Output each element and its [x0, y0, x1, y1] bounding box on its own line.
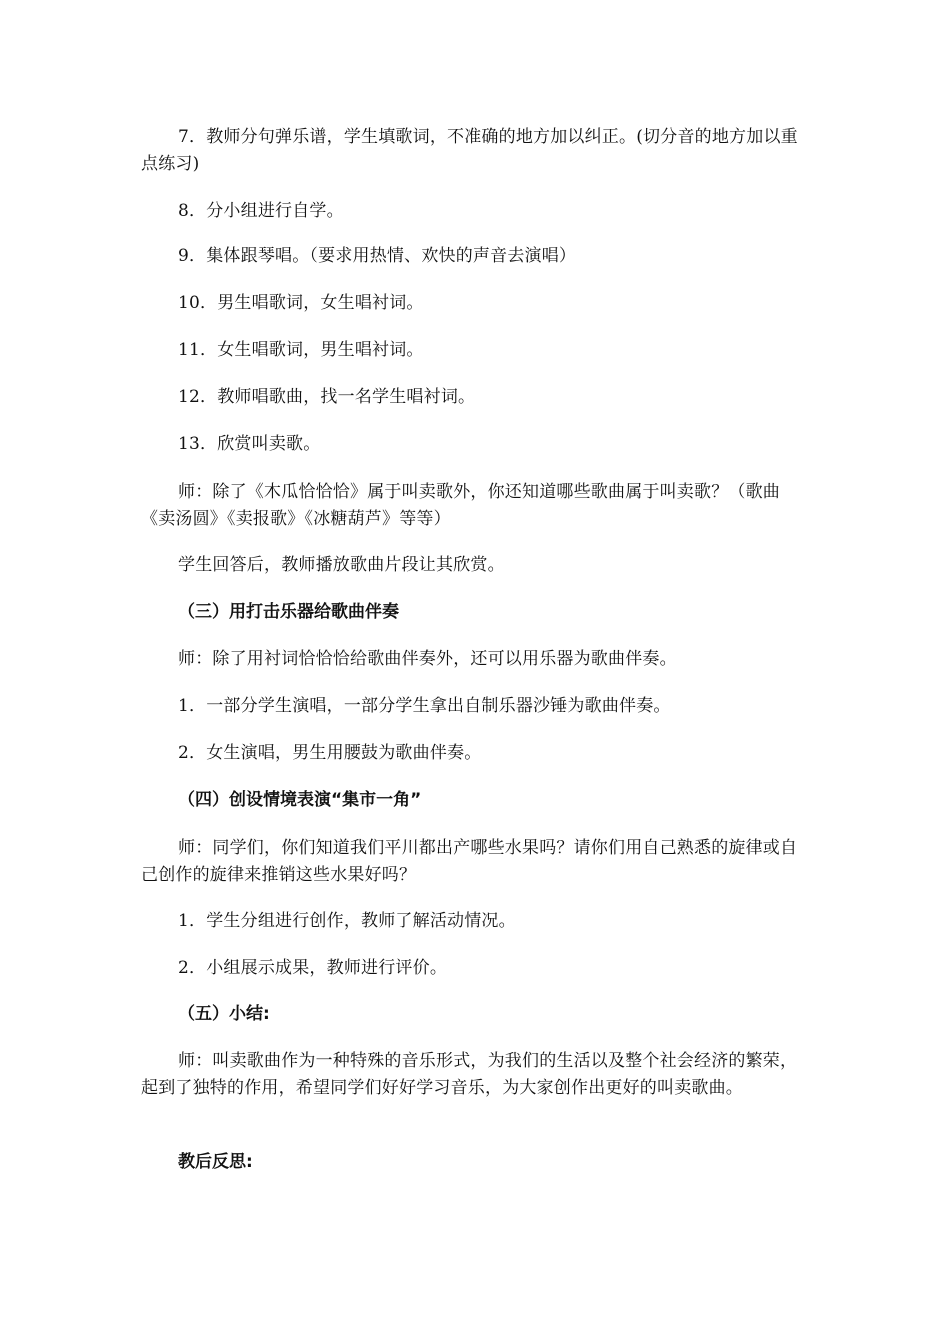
section-heading-3: （三）用打击乐器给歌曲伴奏 — [178, 602, 399, 622]
section-heading-reflection: 教后反思: — [178, 1152, 253, 1172]
paragraph-step-8: 8．分小组进行自学。 — [178, 201, 344, 221]
paragraph-section3-item1: 1．一部分学生演唱，一部分学生拿出自制乐器沙锤为歌曲伴奏。 — [178, 696, 671, 716]
section-heading-4: （四）创设情境表演“集市一角” — [178, 790, 422, 810]
paragraph-step-12: 12．教师唱歌曲，找一名学生唱衬词。 — [178, 387, 476, 407]
section-heading-5: （五）小结: — [178, 1004, 270, 1024]
paragraph-step-10: 10．男生唱歌词，女生唱衬词。 — [178, 293, 424, 313]
paragraph-students-answer: 学生回答后，教师播放歌曲片段让其欣赏。 — [178, 555, 505, 575]
paragraph-section4-item2: 2．小组展示成果，教师进行评价。 — [178, 958, 448, 978]
paragraph-summary: 师：叫卖歌曲作为一种特殊的音乐形式，为我们的生活以及整个社会经济的繁荣，起到了独特的作用，希望同学们好好学习音乐，为大家创作出更好的叫卖歌曲。 — [141, 1051, 798, 1098]
paragraph-section3-item2: 2．女生演唱，男生用腰鼓为歌曲伴奏。 — [178, 743, 482, 763]
paragraph-step-9: 9．集体跟琴唱。（要求用热情、欢快的声音去演唱） — [178, 246, 577, 266]
paragraph-step-11: 11．女生唱歌词，男生唱衬词。 — [178, 340, 424, 360]
paragraph-step-7: 7．教师分句弹乐谱，学生填歌词，不准确的地方加以纠正。(切分音的地方加以重点练习) — [141, 127, 798, 174]
paragraph-step-13: 13．欣赏叫卖歌。 — [178, 434, 321, 454]
paragraph-teacher-question: 师：除了《木瓜恰恰恰》属于叫卖歌外，你还知道哪些歌曲属于叫卖歌？（歌曲《卖汤圆》《卖报歌》《冰糖葫芦》等等） — [141, 482, 780, 529]
paragraph-section3-intro: 师：除了用衬词恰恰恰给歌曲伴奏外，还可以用乐器为歌曲伴奏。 — [178, 649, 677, 669]
paragraph-section4-intro: 师：同学们，你们知道我们平川都出产哪些水果吗？请你们用自己熟悉的旋律或自己创作的旋律来推销这些水果好吗？ — [141, 838, 798, 885]
paragraph-section4-item1: 1．学生分组进行创作，教师了解活动情况。 — [178, 911, 516, 931]
